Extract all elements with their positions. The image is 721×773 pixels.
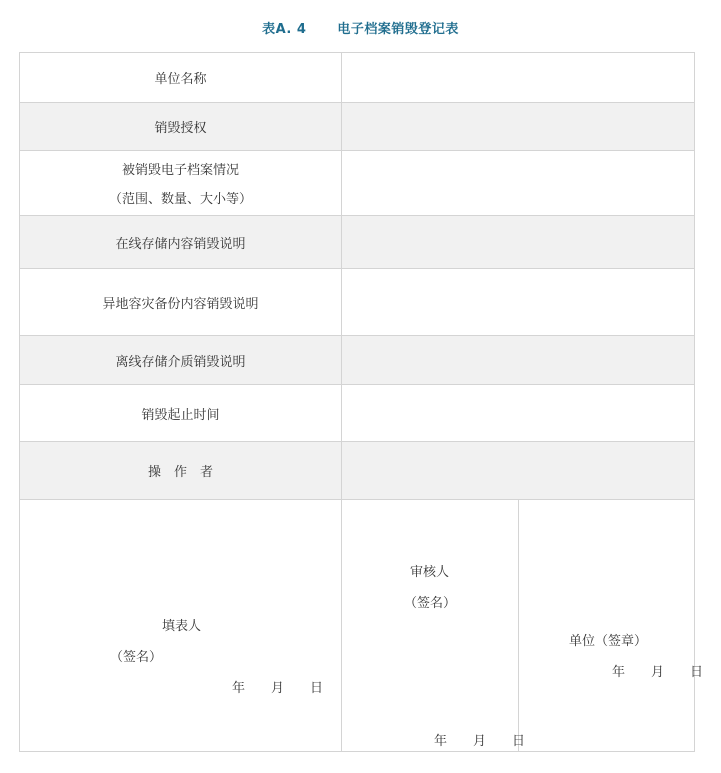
offline-media-field[interactable] bbox=[342, 336, 694, 384]
reviewer-signature-cell[interactable] bbox=[342, 500, 526, 751]
unit-name-field[interactable] bbox=[342, 53, 694, 102]
row-label-text: 在线存储内容销毁说明 bbox=[115, 236, 246, 252]
destruction-period-field[interactable] bbox=[342, 385, 694, 441]
row-label-text: 销毁授权 bbox=[154, 121, 207, 136]
destruction-register-table bbox=[19, 52, 704, 752]
table-row bbox=[20, 53, 694, 103]
table-row bbox=[20, 336, 694, 385]
destroyed-records-field[interactable] bbox=[342, 151, 694, 215]
unit-seal-cell[interactable] bbox=[519, 500, 704, 751]
row-label bbox=[20, 269, 342, 335]
table-row bbox=[20, 151, 694, 216]
row-label-text: 被销毁电子档案情况 bbox=[121, 163, 239, 178]
row-label bbox=[20, 385, 342, 441]
unit-seal-label: 单位（签章） bbox=[569, 634, 648, 649]
reviewer-date: 年 月 日 bbox=[434, 734, 526, 749]
row-label-text: 销毁起止时间 bbox=[141, 407, 220, 423]
table-row bbox=[20, 442, 694, 500]
row-label-text: 单位名称 bbox=[154, 72, 207, 87]
row-label bbox=[20, 151, 342, 215]
table-name: 电子档案销毁登记表 bbox=[337, 22, 459, 37]
filler-date: 年 月 日 bbox=[232, 681, 324, 696]
row-label bbox=[20, 336, 342, 384]
filler-signature-cell[interactable] bbox=[20, 500, 342, 751]
destruction-authorization-field[interactable] bbox=[342, 103, 694, 150]
filler-label: 填表人 bbox=[162, 619, 202, 634]
table-row bbox=[20, 269, 694, 336]
online-storage-field[interactable] bbox=[342, 216, 694, 268]
signature-row bbox=[20, 500, 704, 751]
row-label-subtext: （范围、数量、大小等） bbox=[108, 192, 252, 207]
filler-sign-note: （签名） bbox=[110, 650, 163, 665]
operator-field[interactable] bbox=[342, 442, 694, 499]
row-label-text: 离线存储介质销毁说明 bbox=[115, 354, 246, 370]
reviewer-label: 审核人 bbox=[410, 565, 450, 580]
row-label bbox=[20, 53, 342, 102]
row-label-text: 异地容灾备份内容销毁说明 bbox=[102, 296, 259, 312]
row-label bbox=[20, 103, 342, 150]
disaster-backup-field[interactable] bbox=[342, 269, 694, 335]
table-row bbox=[20, 385, 694, 442]
unit-date: 年 月 日 bbox=[612, 665, 704, 680]
table-title bbox=[0, 18, 721, 37]
table-number: 表A. 4 bbox=[262, 22, 307, 37]
reviewer-sign-note: （签名） bbox=[404, 596, 457, 611]
row-label-text: 操 作 者 bbox=[147, 465, 213, 480]
table-row bbox=[20, 103, 694, 151]
table-row bbox=[20, 216, 694, 269]
row-label bbox=[20, 216, 342, 268]
row-label bbox=[20, 442, 342, 499]
